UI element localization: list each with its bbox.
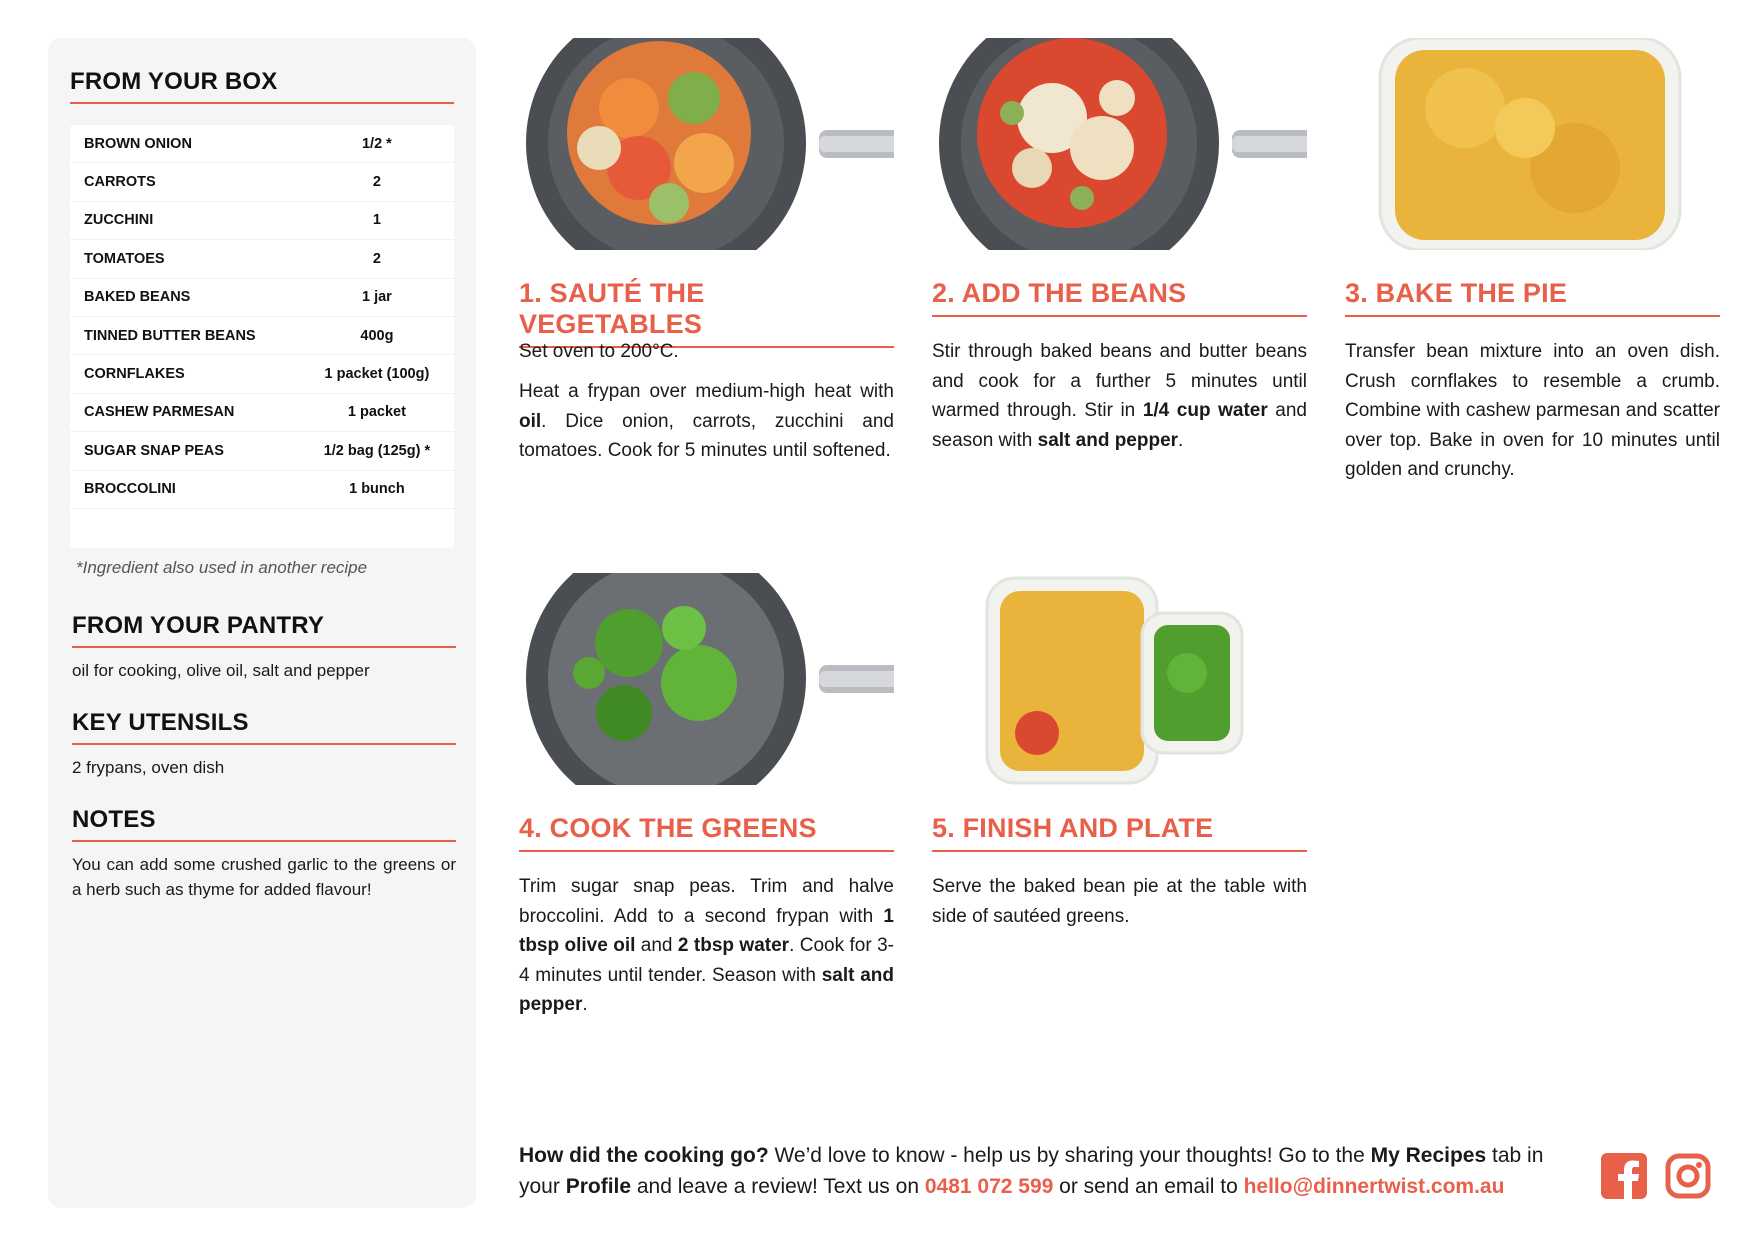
feedback-footer: How did the cooking go? We’d love to know - help us by sharing your thoughts! Go to the My Recipes tab in your Profile and leave a review! Text us on 0481 072 599 or send an email to hello@dinnertwist.com.au	[519, 1144, 1544, 1198]
ingredient-row	[70, 471, 454, 509]
step-2-title: 2. ADD THE BEANS	[932, 278, 1307, 317]
ingredient-qty: 400g	[360, 327, 394, 344]
ingredient-footnote: *Ingredient also used in another recipe	[76, 558, 368, 577]
ingredient-row	[70, 125, 454, 163]
ingredient-qty: 1 packet	[347, 404, 406, 421]
ingredient-row	[70, 355, 454, 393]
notes-text: You can add some crushed garlic to the greens or a herb such as thyme for added flavour!	[72, 855, 456, 899]
ingredient-qty: 1/2 bag (125g) *	[323, 442, 431, 459]
step-5	[932, 573, 1307, 927]
ingredient-row	[70, 163, 454, 201]
ingredient-name: TINNED BUTTER BEANS	[84, 327, 256, 344]
ingredient-qty: 2	[372, 174, 381, 191]
step-1-text: Heat a frypan over medium-high heat with oil. Dice onion, carrots, zucchini and tomatoes. Cook for 5 minutes until softened.	[519, 381, 894, 461]
pantry-text: oil for cooking, olive oil, salt and pepper	[72, 661, 370, 680]
ingredient-name: BAKED BEANS	[84, 289, 191, 306]
step-2	[932, 38, 1308, 451]
step-1-title: 1. SAUTÉ THE VEGETABLES	[519, 278, 894, 348]
ingredient-name: BROCCOLINI	[84, 481, 176, 498]
step-1-oven: Set oven to 200°C.	[519, 341, 679, 362]
email-link[interactable]: hello@dinnertwist.com.au	[1243, 1175, 1505, 1198]
ingredient-qty: 1 jar	[361, 289, 392, 306]
ingredient-row	[70, 394, 454, 432]
baked-pie-dish-photo	[1345, 38, 1720, 250]
ingredient-table	[70, 125, 454, 548]
ingredient-qty: 1 packet (100g)	[324, 366, 430, 383]
phone-link[interactable]: 0481 072 599	[924, 1175, 1054, 1198]
ingredient-row	[70, 317, 454, 355]
pan-vegetables-photo	[519, 38, 894, 250]
ingredient-row	[70, 432, 454, 470]
step-5-text: Serve the baked bean pie at the table with side of sautéed greens.	[932, 876, 1307, 927]
ingredient-name: SUGAR SNAP PEAS	[84, 442, 224, 459]
utensils-heading: KEY UTENSILS	[72, 709, 456, 745]
step-3-title: 3. BAKE THE PIE	[1345, 278, 1720, 317]
step-1	[519, 38, 894, 461]
ingredient-name: CARROTS	[84, 174, 156, 191]
ingredient-qty: 1/2 *	[361, 135, 392, 152]
pan-beans-photo	[932, 38, 1307, 250]
instagram-icon[interactable]	[1665, 1153, 1711, 1199]
ingredient-name: TOMATOES	[84, 250, 165, 267]
ingredient-name: CASHEW PARMESAN	[84, 404, 235, 421]
ingredients-sidebar	[48, 38, 476, 1208]
step-4-text: Trim sugar snap peas. Trim and halve broccolini. Add to a second frypan with 1 tbsp olive oil and 2 tbsp water. Cook for 3-4 minutes until tender. Season with salt and pepper.	[519, 876, 894, 1015]
ingredient-name: BROWN ONION	[84, 135, 192, 152]
plated-meal-photo	[932, 573, 1307, 785]
utensils-text: 2 frypans, oven dish	[72, 758, 225, 777]
ingredient-name: CORNFLAKES	[84, 366, 185, 383]
step-2-text: Stir through baked beans and butter beans and cook for a further 5 minutes until warmed through. Stir in 1/4 cup water and season with salt and pepper.	[932, 341, 1308, 451]
from-your-box-heading: FROM YOUR BOX	[70, 68, 454, 104]
step-4-title: 4. COOK THE GREENS	[519, 813, 894, 852]
ingredient-row	[70, 202, 454, 240]
ingredient-qty: 1 bunch	[349, 481, 405, 498]
step-3	[1345, 38, 1720, 480]
notes-heading: NOTES	[72, 806, 456, 842]
ingredient-row	[70, 240, 454, 278]
ingredient-qty: 2	[372, 250, 381, 267]
facebook-icon[interactable]	[1601, 1153, 1647, 1199]
step-5-title: 5. FINISH AND PLATE	[932, 813, 1307, 852]
pan-greens-photo	[519, 573, 894, 785]
pantry-heading: FROM YOUR PANTRY	[72, 612, 456, 648]
step-3-text: Transfer bean mixture into an oven dish. Crush cornflakes to resemble a crumb. Combine with cashew parmesan and scatter over top. Bake in oven for 10 minutes until golden and crunchy.	[1345, 341, 1720, 480]
ingredient-name: ZUCCHINI	[84, 212, 154, 229]
ingredient-row	[70, 279, 454, 317]
step-4	[519, 573, 894, 1015]
ingredient-qty: 1	[372, 212, 381, 229]
